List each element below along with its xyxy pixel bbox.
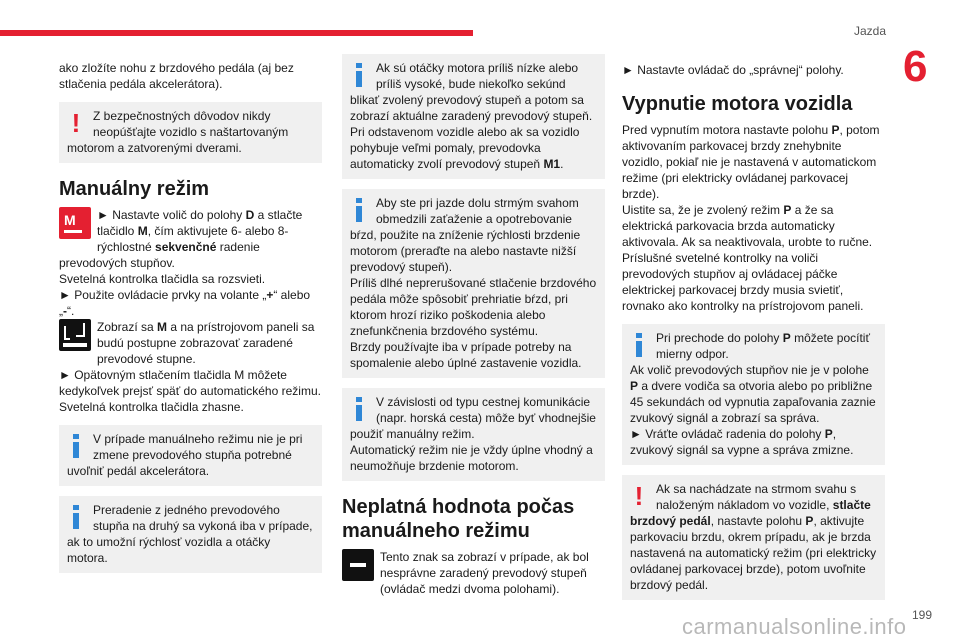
step-3: ► Opätovným stlačením tlačidla M môžete kedykoľvek prejsť späť do automatického režimu. <box>59 368 321 398</box>
info-icon <box>348 195 370 225</box>
step-1-note: Svetelná kontrolka tlačidla sa rozsvieti. <box>59 272 266 286</box>
invalid-value-text: Tento znak sa zobrazí v prípade, ak bol nesprávne zaradený prevodový stupeň (ovládač medzi dvoma polohami). <box>342 549 605 597</box>
display-text: Zobrazí sa M a na prístrojovom paneli sa budú postupne zobrazovať zaradené prevodové stupne. <box>97 320 315 366</box>
page-number: 199 <box>912 608 933 622</box>
step-1: ► Nastavte volič do polohy D a stlačte tlačidlo M, čím aktivujete 6- alebo 8-rýchlostné sekvenčné radenie prevodových stupňov. <box>59 208 303 270</box>
warning-icon: ! <box>634 481 644 511</box>
warning-box: ! Ak sa nachádzate na strmom svahu s naloženým nákladom vo vozidle, stlačte brzdový pedál, nastavte polohu P, aktivujte parkovaciu brzdu, okrem prípadu, ak je brzda nastavená na automatický režim (pri elektricky ovládanej parkovacej brzde), potom uvoľnite brzdový pedál. <box>622 475 885 600</box>
column-2 <box>342 54 605 597</box>
info-icon <box>628 330 650 360</box>
step-2: ► Použite ovládacie prvky na volante „+“ alebo „-“. <box>59 288 311 318</box>
m-button-icon: M <box>59 207 91 239</box>
info-icon <box>65 502 87 532</box>
intro-text: ako zložíte nohu z brzdového pedála (aj bez stlačenia pedála akcelerátora). <box>59 61 294 91</box>
engine-off-text: Uistite sa, že je zvolený režim P a že sa elektrická parkovacia brzda automaticky aktivovala. Ak sa neaktivovala, urobte to ručne. <box>622 203 873 249</box>
info-icon <box>348 60 370 90</box>
dash-display-icon <box>342 549 374 581</box>
info-text: V závislosti od typu cestnej komunikácie (napr. horská cesta) môže byť vhodnejšie použiť manuálny režim. <box>350 395 596 441</box>
info-icon <box>65 431 87 461</box>
step-text: ► Nastavte ovládač do „správnej“ polohy. <box>622 63 844 77</box>
warning-icon: ! <box>71 108 81 138</box>
chapter-number: 6 <box>903 42 928 91</box>
top-accent-bar <box>0 30 473 36</box>
column-3 <box>622 62 885 610</box>
info-box <box>342 189 605 378</box>
info-text: Brzdy používajte iba v prípade potreby na spomalenie alebo úplné zastavenie vozidla. <box>350 340 582 370</box>
engine-off-text: Príslušné svetelné kontrolky na voliči prevodových stupňov aj ovládacej páčke elektrickej parkovacej brzdy musia svietiť, rovnako ako kontrolky na prístrojovom paneli. <box>622 251 864 313</box>
watermark: carmanualsonline.info <box>682 614 907 639</box>
info-text: Preradenie z jedného prevodového stupňa na druhý sa vykoná iba v prípade, ak to umožní rýchlosť vozidla a otáčky motora. <box>67 503 313 565</box>
warning-text: Z bezpečnostných dôvodov nikdy neopúšťajte vozidlo s naštartovaným motorom a zatvorenými dverami. <box>67 109 289 155</box>
info-text: Aby ste pri jazde dolu strmým svahom obmedzili zaťaženie a opotrebovanie bŕzd, použite na zníženie rýchlosti brzdenie motorom (preraďte na alebo nastavte nižší prevodový stupeň). <box>350 196 581 274</box>
info-box <box>59 496 322 573</box>
column-1 <box>59 60 322 583</box>
info-box: Pri prechode do polohy P môžete pocítiť mierny odpor. Ak volič prevodových stupňov nie je v polohe P a dvere vodiča sa otvoria alebo po približne 45 sekundách od vypnutia zapaľovania zaznie zvukový signál a zobrazí sa správa. ► Vráťte ovládač radenia do polohy P, zvukový signál sa vypne a správa zmizne. <box>622 324 885 465</box>
warning-box <box>59 102 322 163</box>
info-box <box>59 425 322 486</box>
info-text: V prípade manuálneho režimu nie je pri zmene prevodového stupňa potrebné uvoľniť pedál akcelerátora. <box>67 432 303 478</box>
info-box: Ak sú otáčky motora príliš nízke alebo príliš vysoké, bude niekoľko sekúnd blikať zvolený prevodový stupeň a potom sa zobrazí aktuálne zaradený prevodový stupeň. Pri odstavenom vozidle alebo ak sa vozidlo pohybuje veľmi pomaly, prevodovka automaticky zvolí prevodový stupeň M1. <box>342 54 605 179</box>
section-heading-invalid-value: Neplatná hodnota počas manuálneho režimu <box>342 496 575 542</box>
gear-display-icon <box>59 319 91 351</box>
step-3-note: Svetelná kontrolka tlačidla zhasne. <box>59 400 244 414</box>
section-header: Jazda <box>853 24 886 38</box>
info-box <box>342 388 605 481</box>
manual-mode-steps <box>59 207 322 415</box>
engine-off-text: Pred vypnutím motora nastavte polohu P, potom aktivovaním parkovacej brzdy znehybnite vozidlo, pokiaľ nie je nastavená v automatickom režime (pri elektricky ovládanej parkovacej brzde). <box>622 123 880 201</box>
info-text: Automatický režim nie je vždy úplne vhodný a neumožňuje brzdenie motorom. <box>350 443 593 473</box>
info-icon <box>348 394 370 424</box>
section-heading-engine-off: Vypnutie motora vozidla <box>622 93 853 115</box>
info-text: Príliš dlhé neprerušované stlačenie brzdového pedála môže spôsobiť prehriatie bŕzd, pri ktorom hrozí riziko poškodenia alebo znefunkčnenia brzdového systému. <box>350 276 597 338</box>
section-heading-manual-mode: Manuálny režim <box>59 178 210 200</box>
